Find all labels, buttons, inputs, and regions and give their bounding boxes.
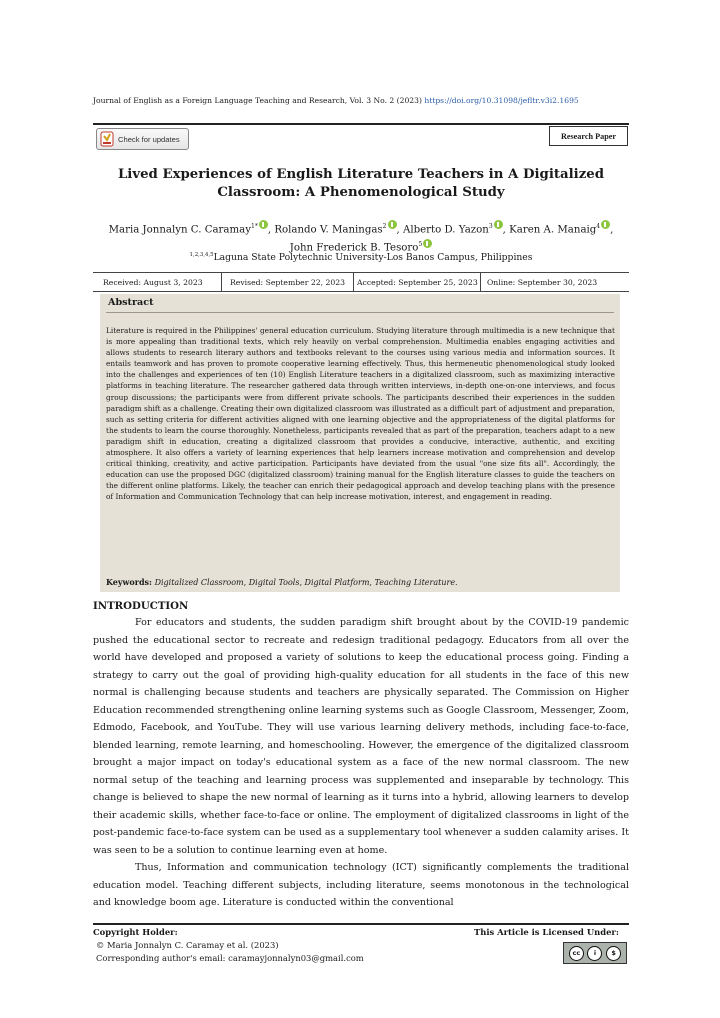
author-name: Rolando V. Maningas: [274, 224, 383, 236]
dates-table: [93, 272, 629, 292]
author-sup: 5: [418, 241, 423, 249]
author-sup: 4: [596, 223, 601, 230]
orcid-icon[interactable]: [601, 220, 610, 229]
author-sup: 2: [382, 223, 387, 230]
keywords: [106, 577, 615, 587]
orcid-icon[interactable]: [388, 220, 397, 229]
orcid-icon[interactable]: [423, 239, 432, 248]
orcid-icon[interactable]: [259, 220, 268, 229]
title-line-2: Classroom: A Phenomenological Study: [217, 185, 505, 200]
check-updates-label: Check for updates: [118, 134, 180, 144]
article-type-badge: Research Paper: [549, 126, 628, 146]
header-divider: [93, 123, 629, 125]
journal-header: [93, 96, 579, 105]
affiliation-text: Laguna State Polytechnic University-Los Banos Campus, Philippines: [213, 252, 533, 264]
abstract-divider: [106, 312, 614, 313]
license-heading: This Article is Licensed Under:: [474, 927, 619, 937]
received-date: Received: August 3, 2023: [93, 273, 222, 291]
author-name: Maria Jonnalyn C. Caramay: [108, 224, 251, 236]
orcid-icon[interactable]: [494, 220, 503, 229]
abstract-heading: Abstract: [108, 297, 154, 308]
author-name: Karen A. Manaig: [509, 224, 597, 236]
author-name: Alberto D. Yazon: [402, 224, 489, 236]
journal-name: Journal of English as a Foreign Language Teaching and Research, Vol. 3 No. 2 (2023): [93, 96, 422, 105]
cc-icon: cc: [569, 946, 584, 961]
title-line-1: Lived Experiences of English Literature Teachers in A Digitalized: [117, 167, 605, 182]
copyright-heading: Copyright Holder:: [93, 927, 178, 937]
affiliation-sup: 1,2,3,4,5: [189, 252, 214, 258]
paper-title: [93, 166, 629, 202]
revised-date: Revised: September 22, 2023: [222, 273, 354, 291]
paragraph: For educators and students, the sudden paradigm shift brought about by the COVID-19 pandemic pushed the educational sector to recreate and redesign traditional pedagogy. Educators from all over the world have developed and proposed a variety of solutions to keep the educational process going. Finding a strategy to carry out the goal of providing high-quality education for all students in the face of this new normal is challenging because students and teachers are physically separated. The Commission on Higher Education recommended strengthening online learning systems such as Google Classroom, Messenger, Zoom, Edmodo, Facebook, and YouTube. They will use various learning delivery methods, including face-to-face, blended learning, remote learning, and homeschooling. However, the emergence of the digitalized classroom brought a major impact on today's educational system as a face of the new normal classroom. The new normal setup of the teaching and learning process was supplemented and inseparable by technology. This change is believed to shape the new normal of learning as it turns into a hybrid, allowing learners to develop their academic skills, whether face-to-face or online. The employment of digitalized classrooms in light of the post-pandemic face-to-face system can be used as a supplementary tool whenever a sudden calamity arises. It was seen to be a solution to continue learning even at home.: [93, 617, 629, 856]
doi-link[interactable]: https://doi.org/10.31098/jefltr.v3i2.1695: [424, 96, 579, 105]
paragraph: Thus, Information and communication technology (ICT) significantly complements the traditional education model. Teaching different subjects, including literature, seems monotonous in the technological and knowledge boom age. Literature is conducted within the conventional: [93, 862, 629, 908]
keywords-label: Keywords:: [106, 577, 153, 587]
accepted-date: Accepted: September 25, 2023: [354, 273, 481, 291]
noncommercial-icon: $: [606, 946, 621, 961]
abstract-text: Literature is required in the Philippines' general education curriculum. Studying literature through multimedia is a new technique that is more appealing than traditional texts, which rely heavily on verbal comprehension. Multimedia enables engaging activities and allows students to research literary authors and textbooks relevant to the courses using various media and information sources. It entails teamwork and has proven to promote cooperative learning effectively. Thus, this hermeneutic phenomenological study looked into the challenges and experiences of ten (10) English Literature teachers in a digitalized classroom, such as maximizing interactive platforms in teaching literature. The researcher gathered data through written interviews, in-depth one-on-one interviews, and focus group discussions; the participants were from different private schools. The participants described their experiences in the sudden paradigm shift as a challenge. Creating their own digitalized classroom was illustrated as a difficult part of adjustment and preparation, such as setting criteria for different activities aligned with one learning objective and the appropriateness of the digital platforms for the students to learn the course thoroughly. Nonetheless, participants revealed that as part of the preparation, teachers adapt to a new paradigm shift in education, creating a digitalized classroom that provides a conducive, interactive, authentic, and exciting atmosphere. It also offers a variety of learning experiences that help learners increase motivation and comprehension and develop critical thinking, creativity, and active participation. Participants have deviated from the usual "one size fits all". Accordingly, the education can use the proposed DGC (digitalized classroom) training manual for the English literature classes to guide the teachers on the different online platforms. Likely, the teacher can enrich their pedagogical approach and develop teaching plans with the presence of Information and Communication Technology that can help increase motivation, interest, and engagement in reading.: [106, 326, 615, 502]
footer-divider: [93, 923, 629, 925]
check-updates-icon: [100, 131, 114, 147]
cc-license-badge[interactable]: [563, 942, 627, 964]
author-list: Maria Jonnalyn C. Caramay$^{1*}$ , Rolando V. Maningas$^2$ , Alberto D. Yazon$^3$ , Karen A. Manaig$^4$ , John Frederick B. Tesoro$^5$: [93, 219, 629, 256]
online-date: Online: September 30, 2023: [487, 277, 598, 287]
author-sup: 3: [488, 223, 493, 230]
introduction-heading: INTRODUCTION: [93, 600, 189, 612]
corresponding-email: Corresponding author's email: caramayjonnalyn03@gmail.com: [96, 953, 364, 963]
copyright-text: © Maria Jonnalyn C. Caramay et al. (2023): [96, 940, 279, 950]
introduction-body: [93, 614, 629, 912]
keywords-list: Digitalized Classroom, Digital Tools, Digital Platform, Teaching Literature.: [154, 578, 458, 587]
author-sup: 1*: [251, 223, 258, 230]
affiliation: [93, 252, 629, 263]
check-for-updates-button[interactable]: [96, 128, 189, 150]
attribution-icon: i: [587, 946, 602, 961]
author-name: John Frederick B. Tesoro: [289, 242, 419, 254]
abstract-box: [100, 294, 620, 592]
